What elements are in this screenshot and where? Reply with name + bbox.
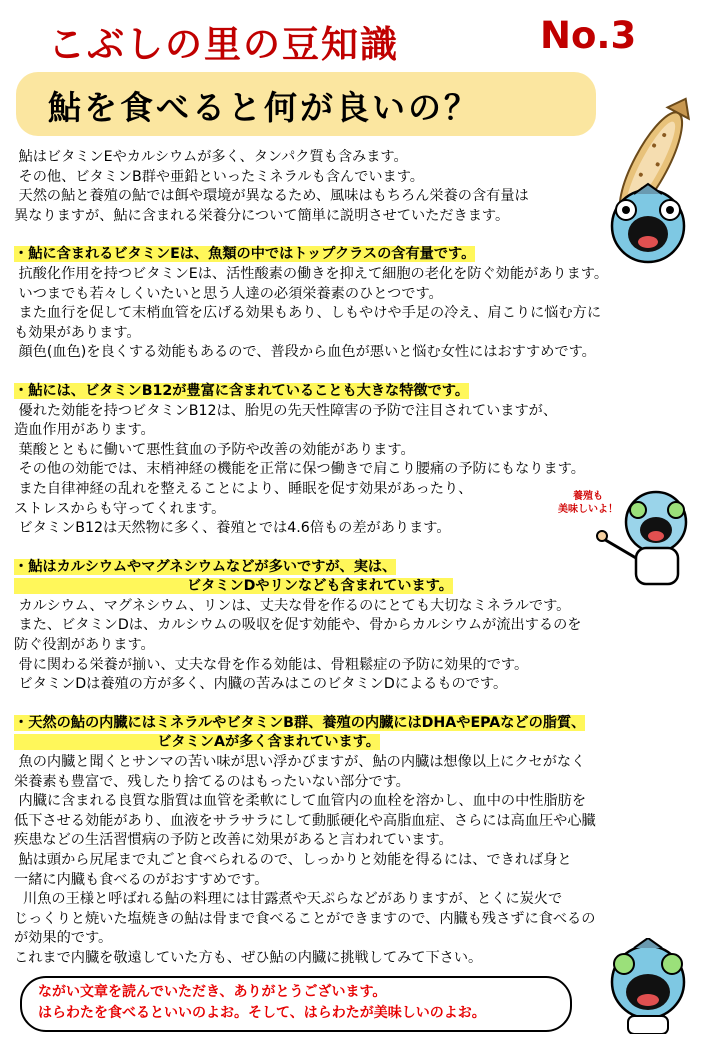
section-heading (14, 382, 694, 402)
speech-bubble-text: 養殖も 美味しいよ！ (558, 491, 618, 515)
section-line: いつまでも若々しくいたいと思う人達の必須栄養素のひとつです。 (14, 285, 443, 302)
section-line: 骨に関わる栄養が揃い、丈夫な骨を作る効能は、骨粗鬆症の予防に効果的です。 (14, 656, 529, 673)
intro-line: 天然の鮎と養殖の鮎では餌や環境が異なるため、風味はもちろん栄養の含有量は (14, 188, 529, 205)
section-heading (14, 558, 694, 578)
section-line: 葉酸とともに働いて悪性貧血の予防や改善の効能があります。 (14, 441, 415, 458)
highlighted-heading: ・鮎には、ビタミンB12が豊富に含まれていることも大きな特徴です。 (14, 382, 470, 399)
section-line: 鮎は頭から尻尾まで丸ごと食べられるので、しっかりと効能を得るには、できれば身と (14, 852, 572, 868)
section-line: これまで内臓を敬遠していた方も、ぜひ鮎の内臓に挑戦してみて下さい。 (14, 949, 483, 966)
section-line: じっくりと焼いた塩焼きの鮎は骨まで食べることができますので、内臓も残さずに食べるの (14, 910, 596, 927)
section-line: 栄養素も豊富で、残したり捨てるのはもったいない部分です。 (14, 773, 410, 790)
highlighted-heading: ・鮎はカルシウムやマグネシウムなどが多いですが、実は、 (14, 558, 397, 575)
section-line: 防ぐ役割があります。 (14, 637, 155, 654)
intro-line: その他、ビタミンB群や亜鉛といったミネラルも含んでいます。 (14, 168, 424, 185)
section-line: その他の効能では、末梢神経の機能を正常に保つ働きで肩こり腰痛の予防にもなります。 (14, 461, 585, 478)
section-line: 造血作用があります。 (14, 422, 155, 439)
article-body (14, 148, 694, 969)
footer-line: はらわたを食べるといいのよお。そして、はらわたが美味しいのよお。 (38, 1005, 486, 1021)
page-title: こぶしの里の豆知識 (48, 23, 399, 66)
section-heading (14, 245, 694, 265)
footer-line: ながい文章を読んでいただき、ありがとうございます。 (38, 984, 387, 1000)
issue-number: No.3 (540, 14, 637, 57)
section-heading (14, 577, 694, 597)
section-line: 優れた効能を持つビタミンB12は、胎児の先天性障害の予防で注目されていますが、 (14, 402, 558, 419)
footer-message (38, 982, 486, 1024)
highlighted-heading: ビタミンAが多く含まれています。 (14, 734, 380, 751)
highlighted-heading: ・鮎に含まれるビタミンEは、魚類の中ではトップクラスの含有量です。 (14, 246, 476, 263)
section-line: ビタミンB12は天然物に多く、養殖とでは4.6倍もの差があります。 (14, 520, 451, 537)
section-line: も効果があります。 (14, 324, 141, 341)
subtitle: 鮎を食べると何が良いの？ (48, 88, 480, 127)
section-line: また血行を促して末梢血管を広げる効果もあり、しもやけや手足の冷え、肩こりに悩む方に (14, 305, 602, 322)
section-line: また自律神経の乱れを整えることにより、睡眠を促す効果があったり、 (14, 480, 473, 497)
section-line: 川魚の王様と呼ばれる鮎の料理には甘露煮や天ぷらなどがありますが、とくに炭火で (14, 891, 563, 908)
section-line: ビタミンDは養殖の方が多く、内臓の苦みはこのビタミンDによるものです。 (14, 676, 508, 693)
section-line: 一緒に内臓も食べるのがおすすめです。 (14, 871, 269, 888)
section-heading (14, 714, 694, 734)
highlighted-heading: ビタミンDやリンなども含まれています。 (14, 578, 453, 595)
section-line: カルシウム、マグネシウム、リンは、丈夫な骨を作るのにとても大切なミネラルです。 (14, 597, 571, 614)
section-line: 抗酸化作用を持つビタミンEは、活性酸素の働きを抑えて細胞の老化を防ぐ効能があります。 (14, 265, 609, 282)
intro-line: 鮎はビタミンEやカルシウムが多く、タンパク質も含みます。 (14, 149, 408, 165)
section-line: 低下させる効能があり、血液をサラサラにして動脈硬化や高脂血症、さらには高血圧や心臓 (14, 812, 596, 829)
section-line: ストレスからも守ってくれます。 (14, 500, 226, 517)
section-line: 顔色(血色)を良くする効能もあるので、普段から血色が悪いと悩む女性にはおすすめです。 (14, 344, 596, 361)
section-heading (14, 733, 694, 753)
section-line: 魚の内臓と聞くとサンマの苦い味が思い浮かびますが、鮎の内臓は想像以上にクセがなく (14, 754, 586, 771)
section-line: また、ビタミンDは、カルシウムの吸収を促す効能や、骨からカルシウムが流出するのを (14, 617, 582, 634)
highlighted-heading: ・天然の鮎の内臓にはミネラルやビタミンB群、養殖の内臓にはDHAやEPAなどの脂質、 (14, 714, 586, 731)
section-line: 疾患などの生活習慣病の予防と改善に効果があると言われています。 (14, 832, 453, 849)
section-line: が効果的です。 (14, 930, 113, 947)
intro-line: 異なりますが、鮎に含まれる栄養分について簡単に説明させていただきます。 (14, 207, 510, 224)
section-line: 内臓に含まれる良質な脂質は血管を柔軟にして血管内の血栓を溶かし、血中の中性脂肪を (14, 793, 587, 810)
